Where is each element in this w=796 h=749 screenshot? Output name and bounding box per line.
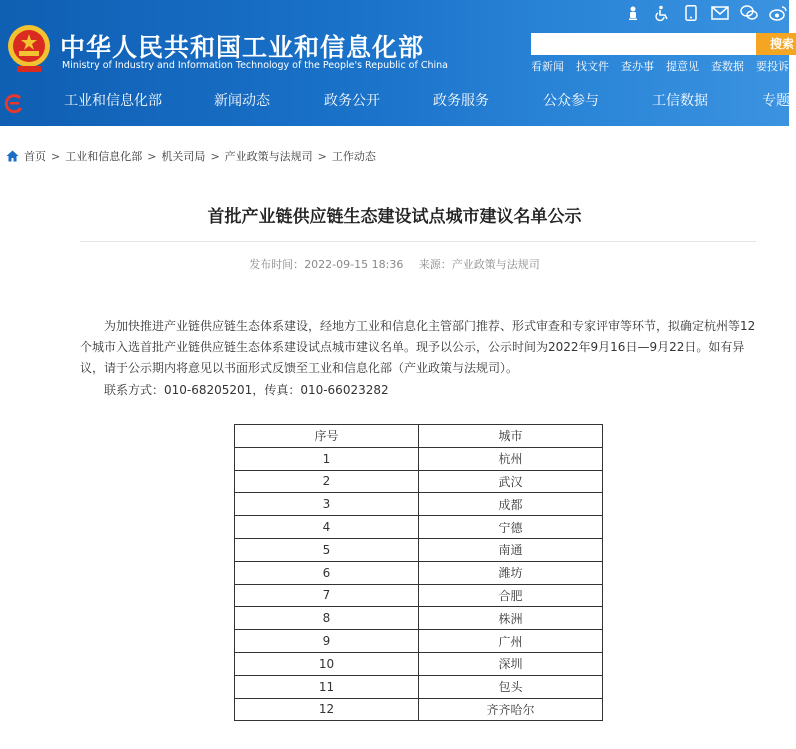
row-index: 1 [235, 447, 419, 470]
quick-links [531, 58, 789, 74]
row-city: 合肥 [419, 584, 603, 607]
top-icons [624, 2, 789, 24]
search-button[interactable]: 搜索 [756, 33, 796, 55]
quick-link-data[interactable]: 查数据 [711, 60, 744, 73]
quick-link-complaint[interactable]: 要投诉 [756, 60, 789, 73]
article-meta [0, 256, 789, 272]
table-row [235, 470, 603, 493]
row-city: 广州 [419, 630, 603, 653]
table-row [235, 584, 603, 607]
article-title: 首批产业链供应链生态建设试点城市建议名单公示 [207, 207, 582, 227]
breadcrumb-home[interactable]: 首页 [24, 150, 46, 163]
wheelchair-icon[interactable] [653, 4, 671, 22]
main-nav [0, 80, 789, 126]
accessibility-voice-icon[interactable] [624, 4, 642, 22]
row-index: 12 [235, 698, 419, 721]
table-row [235, 675, 603, 698]
row-city: 宁德 [419, 516, 603, 539]
row-index: 9 [235, 630, 419, 653]
search-input[interactable] [531, 33, 756, 55]
nav-item-topics[interactable]: 专题 [762, 93, 790, 109]
quick-link-files[interactable]: 找文件 [576, 60, 609, 73]
mobile-icon[interactable] [682, 4, 700, 22]
weibo-icon[interactable] [769, 4, 787, 22]
table-row [235, 516, 603, 539]
row-index: 4 [235, 516, 419, 539]
row-city: 株洲 [419, 607, 603, 630]
miit-logo-icon[interactable] [4, 93, 24, 113]
table-row [235, 698, 603, 721]
row-city: 潍坊 [419, 561, 603, 584]
article-body: 为加快推进产业链供应链生态体系建设，经地方工业和信息化主管部门推荐、形式审查和专家评审等环节，拟确定杭州等12个城市入选首批产业链供应链生态体系建设试点城市建议名单。现予以公示，公示时间为2022年9月16日—9月22日。如有异议，请于公示期内将意见以书面形式反馈至工业和信息化部（产业政策与法规司）。 [80, 319, 756, 375]
quick-link-services[interactable]: 查办事 [621, 60, 654, 73]
row-index: 8 [235, 607, 419, 630]
site-header [0, 0, 795, 126]
row-city: 成都 [419, 493, 603, 516]
publish-label: 发布时间： [249, 258, 305, 271]
breadcrumb-separator: > [317, 149, 327, 163]
nav-item-miit[interactable]: 工业和信息化部 [64, 93, 162, 109]
site-subtitle: Ministry of Industry and Information Technology of the People's Republic of China [62, 60, 448, 71]
nav-item-gov-services[interactable]: 政务服务 [433, 93, 489, 109]
row-index: 2 [235, 470, 419, 493]
table-row [235, 538, 603, 561]
table-row [235, 561, 603, 584]
city-table [234, 424, 603, 721]
column-header-index: 序号 [235, 425, 419, 448]
nav-item-data[interactable]: 工信数据 [652, 93, 708, 109]
source-value: 产业政策与法规司 [451, 258, 540, 271]
publish-time [249, 258, 403, 271]
breadcrumb-policy-dept[interactable]: 产业政策与法规司 [224, 150, 313, 163]
header-top [0, 0, 795, 80]
wechat-icon[interactable] [740, 4, 758, 22]
contact-info: 联系方式：010-68205201，传真：010-66023282 [104, 383, 389, 397]
quick-link-feedback[interactable]: 提意见 [666, 60, 699, 73]
quick-link-news[interactable]: 看新闻 [531, 60, 564, 73]
title-divider [80, 241, 756, 242]
breadcrumb-separator: > [210, 149, 220, 163]
table-row [235, 447, 603, 470]
home-icon [6, 150, 19, 162]
breadcrumb [6, 148, 376, 164]
row-index: 6 [235, 561, 419, 584]
row-city: 杭州 [419, 447, 603, 470]
row-index: 5 [235, 538, 419, 561]
table-row [235, 493, 603, 516]
column-header-city: 城市 [419, 425, 603, 448]
row-index: 3 [235, 493, 419, 516]
article-source [419, 258, 540, 271]
breadcrumb-departments[interactable]: 机关司局 [161, 150, 206, 163]
breadcrumb-work-news[interactable]: 工作动态 [331, 150, 376, 163]
row-index: 11 [235, 675, 419, 698]
row-city: 武汉 [419, 470, 603, 493]
national-emblem-icon[interactable] [6, 22, 52, 74]
table-row [235, 607, 603, 630]
nav-item-news[interactable]: 新闻动态 [214, 93, 270, 109]
row-index: 7 [235, 584, 419, 607]
table-header-row [235, 425, 603, 448]
publish-value: 2022-09-15 18:36 [304, 258, 404, 271]
source-label: 来源： [418, 258, 452, 271]
table-row [235, 652, 603, 675]
row-index: 10 [235, 652, 419, 675]
row-city: 包头 [419, 675, 603, 698]
nav-item-gov-affairs[interactable]: 政务公开 [324, 93, 380, 109]
breadcrumb-miit[interactable]: 工业和信息化部 [65, 150, 143, 163]
row-city: 深圳 [419, 652, 603, 675]
row-city: 齐齐哈尔 [419, 698, 603, 721]
site-title[interactable]: 中华人民共和国工业和信息化部 [60, 33, 425, 62]
breadcrumb-separator: > [51, 149, 61, 163]
nav-item-public[interactable]: 公众参与 [543, 93, 599, 109]
mail-icon[interactable] [711, 4, 729, 22]
breadcrumb-separator: > [147, 149, 157, 163]
row-city: 南通 [419, 538, 603, 561]
table-row [235, 630, 603, 653]
